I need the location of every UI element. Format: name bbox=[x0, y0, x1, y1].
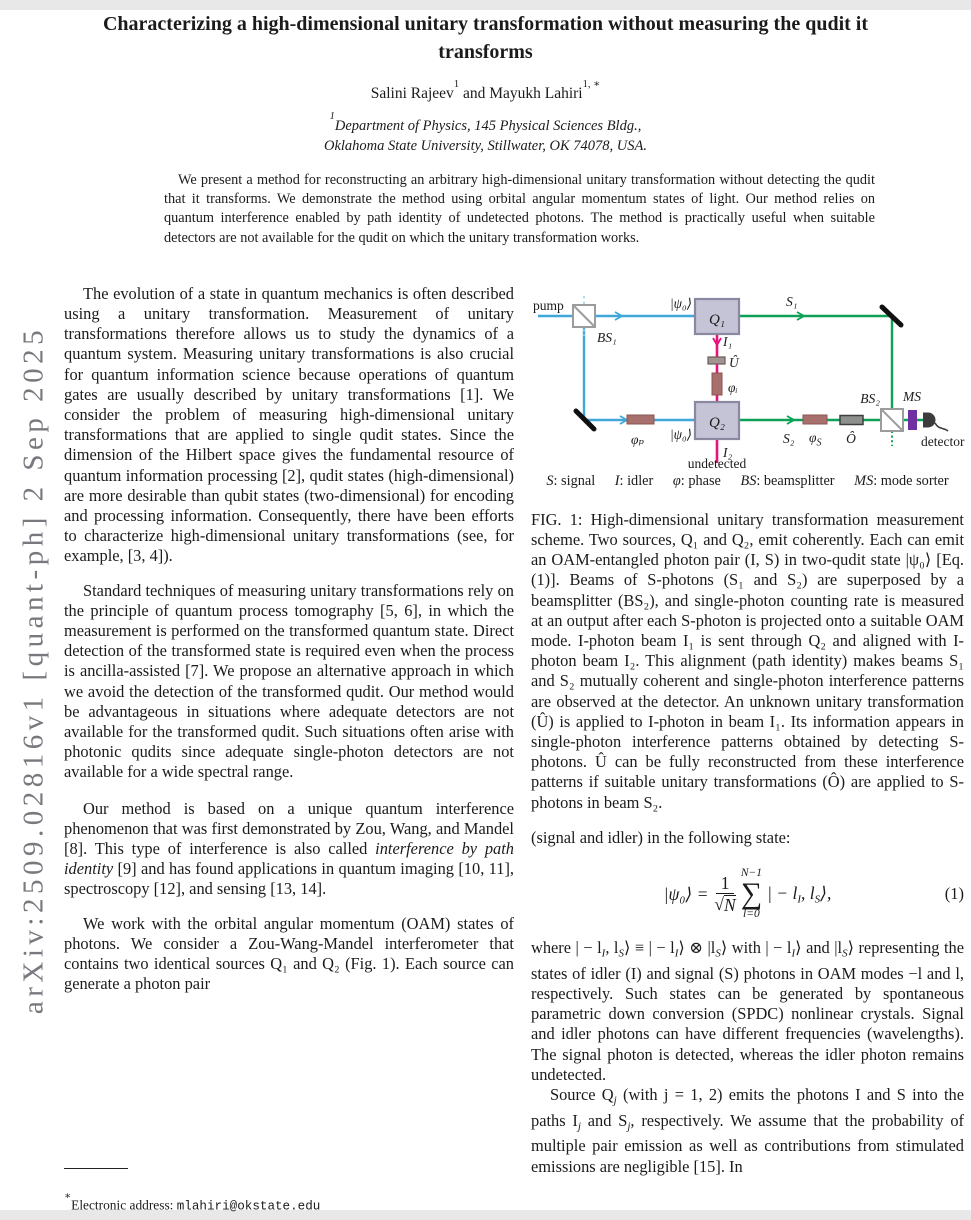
two-column-body bbox=[64, 284, 971, 1220]
label-pump: pump bbox=[533, 297, 564, 313]
label-i2: I₂ bbox=[723, 444, 733, 460]
italic-term: interference by path identity bbox=[64, 839, 514, 879]
intro-line: (signal and idler) in the following state: bbox=[531, 827, 791, 847]
source-paragraph: Source $Q_j$ (with j = 1, 2) emits the photons I and S into the paths $I_j$ and $S_j$, respectively. We assume that the probability of multiple pair emission as well as contributions from stimulated emissions are negligible [15]. In bbox=[531, 1084, 964, 1176]
label-s1: S₁ bbox=[786, 293, 798, 309]
label-s2: S₂ bbox=[783, 430, 795, 446]
author-1: Salini Rajeev bbox=[370, 85, 454, 103]
phase-plate-idler bbox=[712, 373, 722, 395]
label-ms: MS bbox=[903, 388, 921, 404]
footnote-marker: ∗ bbox=[64, 1191, 72, 1203]
paragraph-1: The evolution of a state in quantum mechanics is often described using a unitary transformation. Measurement of unitary transformations therefore allows us to study the dynamics of a quantum system. Measuring unitary transformations is also crucial for quantum information science because operations of quantum gates are usually described by unitary transformations [1]. We consider the problem of measuring high-dimensional unitary transformations that are applied to single qudit states. Since the dimension of the Hilbert space gives the fundamental resource of quantum information processing [2], qudit states (high-dimensional) are more desirable than qubit states (two-dimensional) for encoding and processing information. Consequently, there have been efforts to characterize high-dimensional unitary transformations (see, for example, [3, 4]). bbox=[64, 283, 514, 566]
label-u-hat: Û bbox=[729, 354, 739, 370]
author-1-affiliation-mark: 1 bbox=[453, 79, 460, 90]
eq-ket: | − $l_I$, $l_S⟩$, bbox=[767, 882, 832, 906]
label-psi0-bottom: |ψ₀⟩ bbox=[669, 426, 692, 442]
paper-title: Characterizing a high-dimensional unitary transformation without measuring the qudit it transforms bbox=[102, 13, 869, 63]
label-phi-p: φₚ bbox=[631, 431, 644, 447]
footnote-block bbox=[64, 1168, 514, 1219]
author-2-affiliation-mark: 1, ∗ bbox=[582, 79, 601, 90]
label-undetected: undetected bbox=[687, 455, 747, 471]
legend-phase: φ: phase bbox=[672, 472, 721, 489]
paragraph-2: Standard techniques of measuring unitary transformations rely on the principle of quantum process tomography [5, 6], in which the measurement is performed on the transformed quantum state. Direct detection of the transformed state is required even when the process is ancilla-assisted [7]. We propose an alternative approach in which we avoid the detection of the transformed qudit. Our method would be advantageous in situations where adequate detectors are not available for the transformed qudit. Such situations often arise with photonic qudits since adequate single-photon detectors are not available for a wide spectral range. bbox=[64, 580, 514, 782]
known-unitary-element bbox=[840, 415, 863, 424]
legend-beamsplitter: BS: beamsplitter bbox=[740, 472, 835, 489]
figure-legend bbox=[531, 473, 964, 490]
phase-plate-pump bbox=[627, 415, 654, 424]
eq-summation: N−1 ∑ l=0 bbox=[740, 867, 763, 921]
detector-cable bbox=[935, 423, 948, 431]
phase-plate-signal bbox=[803, 415, 827, 424]
legend-signal: S: signal bbox=[546, 472, 596, 489]
arxiv-watermark: arXiv:2509.02816v1 [quant-ph] 2 Sep 2025 bbox=[17, 325, 50, 1015]
legend-idler: I: idler bbox=[614, 472, 654, 489]
label-detector: detector bbox=[921, 433, 965, 449]
interferometer-diagram bbox=[531, 284, 968, 469]
label-o-hat: Ô bbox=[846, 430, 856, 446]
label-phi-i: φᵢ bbox=[728, 379, 738, 395]
where-paragraph: where | − $l_I$, $l_S⟩$ ≡ | − $l_I⟩$ ⊗ $|l_S⟩$ with | − $l_I⟩$ and $|l_S⟩$ representing the states of idler (I) and signal (S) photons in OAM modes −l and l, respectively. Such states can be generated by spontaneous parametric down conversion (SPDC) nonlinear crystals. Signal and idler photons can have different frequencies (wavelengths). The signal photon is detected, whereas the idler photon remains undetected. bbox=[531, 938, 965, 1084]
detector-icon bbox=[923, 412, 936, 427]
abstract: We present a method for reconstructing an arbitrary high-dimensional unitary transformation without detecting the qudit that it transforms. We demonstrate the method using orbital angular momentum states of light. Our method relies on quantum interference enabled by path identity of undetected photons. The method is practically useful when suitable detectors are not available for the qudit on which the unitary transformation works. bbox=[164, 171, 875, 246]
mode-sorter-element bbox=[908, 410, 917, 430]
figure-1 bbox=[531, 284, 964, 813]
label-bs2: BS₂ bbox=[860, 390, 880, 406]
affiliation-line-2: Oklahoma State University, Stillwater, OK 74078, USA. bbox=[323, 137, 647, 154]
paragraph-3: Our method is based on a unique quantum interference phenomenon that was first demonstrated by Zou, Wang, and Mandel [8]. This type of interference is also called interference by path identity [9] and has found applications in quantum imaging [10, 11], spectroscopy [12], and sensing [13, 14]. bbox=[64, 798, 514, 899]
label-psi0-top: |ψ₀⟩ bbox=[669, 295, 692, 311]
authors-line bbox=[0, 79, 971, 103]
author-2: and Mayukh Lahiri bbox=[459, 85, 583, 103]
affiliation bbox=[0, 112, 971, 156]
label-q1: Q₁ bbox=[708, 311, 726, 328]
label-i1: I₁ bbox=[723, 333, 733, 349]
label-bs1: BS₁ bbox=[597, 329, 617, 345]
equation-1 bbox=[531, 863, 964, 925]
affiliation-line-1: $^1$Department of Physics, 145 Physical Sciences Bldg., bbox=[329, 111, 642, 134]
paper-page bbox=[0, 10, 971, 1214]
label-phi-s: $\varphi_S$ bbox=[809, 429, 822, 449]
right-column bbox=[531, 284, 964, 1220]
footnote-rule bbox=[64, 1168, 128, 1169]
affiliation-sup: 1 bbox=[329, 111, 335, 123]
equation-number: (1) bbox=[944, 884, 964, 904]
email-address: mlahiri@okstate.edu bbox=[176, 1199, 321, 1214]
paragraph-4: We work with the orbital angular momentum (OAM) states of photons. We consider a Zou-Wang-Mandel interferometer that contains two identical sources Q₁ and Q₂ (Fig. 1). Each source can generate a photon pair bbox=[64, 913, 514, 994]
legend-mode-sorter: MS: mode sorter bbox=[854, 472, 949, 489]
left-column bbox=[64, 284, 514, 1220]
label-q2: Q₂ bbox=[708, 414, 726, 431]
figure-caption: FIG. 1: High-dimensional unitary transformation measurement scheme. Two sources, Q₁ and Q₂, emit coherently. Each can emit an OAM-entangled photon pair (I, S) in two-qudit state |ψ₀⟩ [Eq. (1)]. Beams of S-photons (S₁ and S₂) are superposed by a beamsplitter (BS₂), and single-photon counting rate is measured at an output after each S-photon is projected onto a suitable OAM mode. I-photon beam I₁ is sent through Q₂ and aligned with I-photon beam I₂. This alignment (path identity) makes beams S₁ and S₂ mutually coherent and single-photon interference patterns are observed at the detector. An unknown unitary transformation (Û) is applied to I-photon in beam I₁. Its information appears in single-photon interference patterns obtained by detecting S-photons. Û can be fully reconstructed from these interference patterns if suitable unitary transformations (Ô) are applied to S-photons in beam S₂. bbox=[531, 509, 964, 812]
unknown-unitary-element bbox=[708, 357, 725, 364]
eq-lhs: |ψ₀⟩ = bbox=[663, 883, 709, 904]
footnote: ∗Electronic address: mlahiri@okstate.edu bbox=[64, 1191, 321, 1214]
eq-fraction: 1 √ N bbox=[714, 873, 736, 915]
